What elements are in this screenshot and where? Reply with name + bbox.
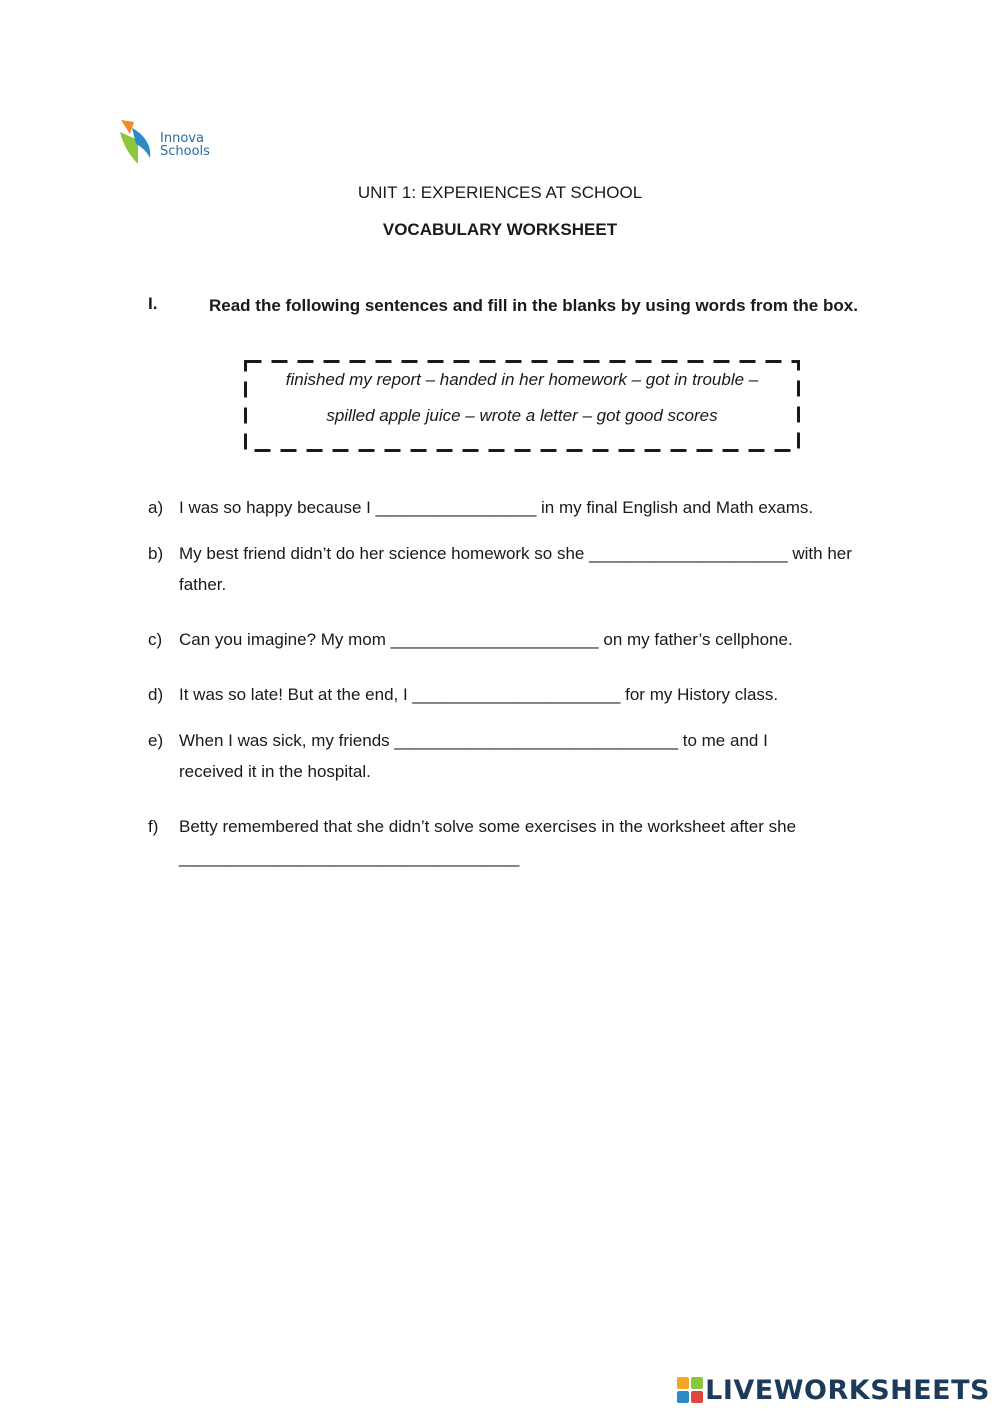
section-instruction: Read the following sentences and fill in the blanks by using words from the box.	[209, 296, 858, 315]
word-box-line2: spilled apple juice – wrote a letter – got good scores	[326, 406, 718, 425]
item-label: a)	[148, 498, 164, 517]
item-text: My best friend didn’t do her science homework so she _____________________ with her father.	[179, 544, 852, 594]
liveworksheets-brand: LIVEWORKSHEETS	[705, 1374, 990, 1406]
item-text: Can you imagine? My mom ______________________ on my father’s cellphone.	[179, 630, 793, 649]
leaf-logo-icon	[118, 118, 158, 166]
section-number: I.	[148, 294, 158, 313]
innova-schools-logo	[118, 118, 228, 168]
logo-text	[160, 132, 210, 158]
logo-text-line1: Innova	[160, 131, 204, 146]
worksheet-title: VOCABULARY WORKSHEET	[382, 220, 618, 239]
item-label: f)	[148, 817, 159, 836]
item-text: It was so late! But at the end, I ______________________ for my History class.	[179, 685, 779, 704]
item-text: Betty remembered that she didn’t solve some exercises in the worksheet after she ____________________________________	[179, 817, 797, 867]
unit-title: UNIT 1: EXPERIENCES AT SCHOOL	[357, 183, 643, 202]
item-text: I was so happy because I _________________ in my final English and Math exams.	[179, 498, 814, 517]
word-box-line1: finished my report – handed in her homework – got in trouble –	[285, 370, 759, 389]
item-label: c)	[148, 630, 163, 649]
item-text: When I was sick, my friends ______________________________ to me and I received it in the hospital.	[179, 731, 768, 781]
item-label: d)	[148, 685, 164, 704]
item-label: b)	[148, 544, 164, 563]
liveworksheets-logo-icon	[677, 1377, 703, 1403]
logo-text-line2: Schools	[160, 144, 210, 159]
item-label: e)	[148, 731, 164, 750]
liveworksheets-footer	[677, 1375, 990, 1405]
word-box	[244, 360, 800, 452]
